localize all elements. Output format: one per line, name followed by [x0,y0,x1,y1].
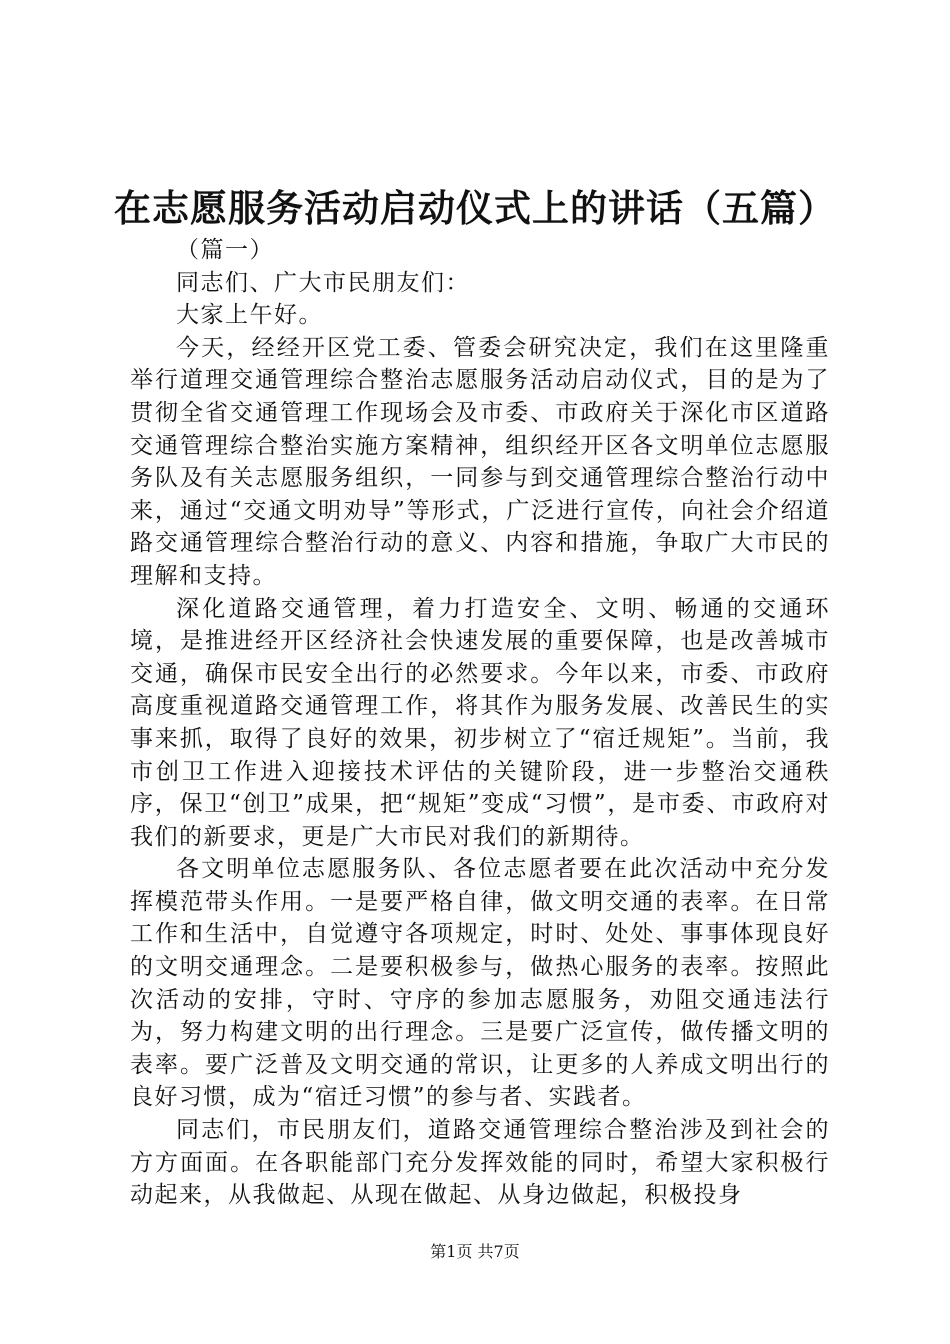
salutation: 同志们、广大市民朋友们： [176,269,470,296]
body-paragraph: 今天，经经开区党工委、管委会研究决定，我们在这里隆重举行道理交通管理综合整治志愿服务活动启动仪式，目的是为了贯彻全省交通管理工作现场会及市委、市政府关于深化市区道路交通管理综合整治实施方案精神，组织经开区各文明单位志愿服务队及有关志愿服务组织，一同参与到交通管理综合整治行动中来，通过“交通文明劝导”等形式，广泛进行宣传，向社会介绍道路交通管理综合整治行动的意义、内容和措施，争取广大市民的理解和支持。 [130,334,830,589]
body-paragraph: 各文明单位志愿服务队、各位志愿者要在此次活动中充分发挥模范带头作用。一是要严格自律，做文明交通的表率。在日常工作和生活中，自觉遵守各项规定，时时、处处、事事体现良好的文明交通理念。二是要积极参与，做热心服务的表率。按照此次活动的安排，守时、守序的参加志愿服务，劝阻交通违法行为，努力构建文明的出行理念。三是要广泛宣传，做传播文明的表率。要广泛普及文明交通的常识，让更多的人养成文明出行的良好习惯，成为“宿迁习惯”的参与者、实践者。 [130,856,830,1111]
greeting: 大家上午好。 [176,302,323,329]
document-title: 在志愿服务活动启动仪式上的讲话（五篇） [114,186,836,230]
section-heading: （篇一） [176,237,274,263]
page-footer: 第1页 共7页 [430,1242,520,1261]
body-paragraph: 同志们，市民朋友们，道路交通管理综合整治涉及到社会的方方面面。在各职能部门充分发挥效能的同时，希望大家积极行动起来，从我做起、从现在做起、从身边做起，积极投身 [130,1117,830,1209]
document-body [130,234,830,1212]
body-paragraph: 深化道路交通管理，着力打造安全、文明、畅通的交通环境，是推进经开区经济社会快速发展的重要保障，也是改善城市交通，确保市民安全出行的必然要求。今年以来，市委、市政府高度重视道路交通管理工作，将其作为服务发展、改善民生的实事来抓，取得了良好的效果，初步树立了“宿迁规矩”。当前，我市创卫工作进入迎接技术评估的关键阶段，进一步整治交通秩序，保卫“创卫”成果，把“规矩”变成“习惯”，是市委、市政府对我们的新要求，更是广大市民对我们的新期待。 [130,595,830,850]
